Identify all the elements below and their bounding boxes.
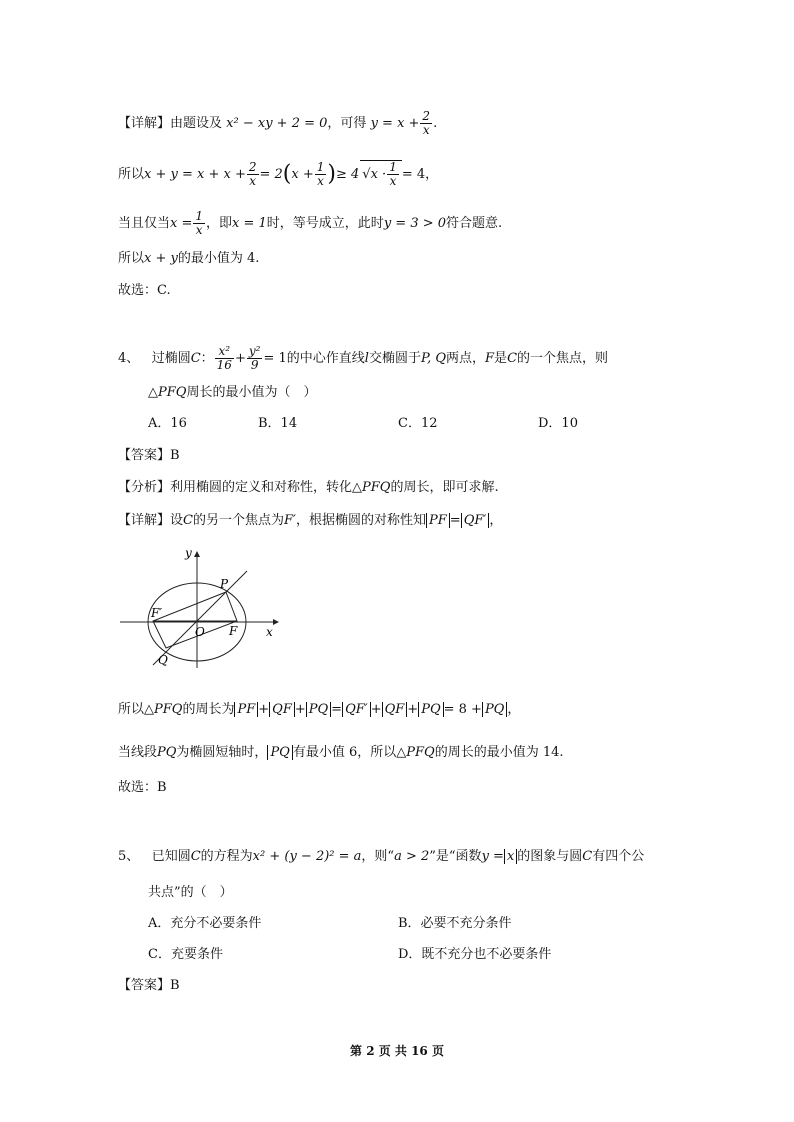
abs-term: QF [382,702,408,717]
q5-stem-abs: x [504,849,517,864]
equals: = [331,702,343,717]
q3-line2 [118,160,438,188]
triangle-pfq [153,592,237,648]
q4-stem-pq: P, Q [420,351,446,366]
q3-line3-frac [193,210,205,237]
q4-detail-fp: F′ [284,513,296,528]
frac-num: 1 [389,160,397,174]
q4-analysis-b: 的周长，即可求解. [390,480,499,495]
q3-line2-expr-c: ≥ 4 [335,167,360,182]
plus: + [258,702,270,717]
frac-den: x [317,174,324,188]
q4-stem-plus: + [234,351,246,366]
q3-detail-line: 【详解】由题设及 x² − xy + 2 = 0，可得 y = x + $\frac{2}{x}$ . [118,109,438,137]
abs-term: QF′ [342,702,371,717]
plus: + [294,702,306,717]
q5-stem-c: C [190,849,201,864]
q4-option-d: D．10 [538,416,578,431]
q5-stem-c3: C [582,849,593,864]
q3-line2-frac [247,161,259,188]
q3-line3-eq2: x = 1 [232,216,267,231]
q4-stem-eq: = 1 [263,351,287,366]
page-footer: 第 2 页 共 16 页 [350,1044,444,1058]
q4-perimeter [118,701,520,719]
abs-term: PQ [482,702,507,717]
q3-detail-eq1: x² − xy + 2 = 0 [226,116,328,131]
left-paren: ( [282,161,292,187]
label-y: y [185,546,192,560]
q3-line2-lhs: 所以 [118,167,145,182]
abs-term: PQ [418,702,443,717]
q4-stem-line2 [148,384,316,402]
label-x: x [266,625,273,639]
q4-stem-d: 两点， [446,351,486,366]
q4-option-b: B．14 [258,416,298,431]
q3-line3-eq: x = [170,216,193,231]
plus: + [370,702,382,717]
q5-number: 5、 [118,849,140,864]
q4-min-b: 为椭圆短轴时， [176,745,268,760]
sqrt-frac [387,161,399,188]
frac-den: 16 [216,358,232,372]
q3-line2-expr-d: = 4， [401,167,439,182]
q3-detail-text-b: ，可得 [327,116,367,131]
ellipse-diagram [115,543,285,673]
q5-option-a: A．充分不必要条件 [148,916,262,931]
frac-den: x [195,223,203,237]
q3-line4-expr: x + y [144,251,178,266]
q4-detail-eq: = [449,513,461,528]
equals: = 8 + [443,702,482,717]
q3-detail-text-a: 由题设及 [170,116,223,131]
q3-line2-inner: x + [291,167,314,182]
q4-perim-end: ， [507,702,521,717]
frac-den: x [422,123,430,137]
frac-num: y² [248,344,261,358]
q4-analysis-a: 利用椭圆的定义和对称性，转化 [170,480,353,495]
q3-line3-eq3: y = 3 > 0 [383,216,447,231]
frac-num: x² [215,345,234,359]
q3-line3-c: 时，等号成立，此时 [266,216,384,231]
q4-analysis [118,479,499,497]
q4-number: 4、 [118,351,140,366]
abs-term: PQ [306,702,331,717]
q3-detail-eq2: y = x + [370,116,420,131]
frac-den: x [249,174,257,188]
frac-num: 2 [248,160,257,174]
q3-line4-b: 的最小值为 4. [177,251,260,266]
label-q: Q [158,653,168,667]
label-fprime: F′ [151,606,163,620]
q4-frac2 [247,345,263,372]
q4-detail-end: ， [489,513,503,528]
q4-answer: 【答案】B [118,448,180,463]
q4-min-tri: △PFQ [396,745,435,760]
plus: + [407,702,419,717]
q3-line2-expr-b: = 2 [259,167,283,182]
q4-min-d: 的周长的最小值为 14. [434,745,564,760]
q3-line4 [118,250,259,268]
triangle-symbol: △ [148,385,158,400]
q3-line3 [118,210,502,237]
q3-line3-b: ，即 [206,216,233,231]
q4-detail-abs1: PF [426,513,450,528]
q5-stem-f: 有四个公 [592,849,645,864]
abs-term: PF [234,702,258,717]
q4-stem-e: 是 [494,351,508,366]
q4-perim-tri: △PFQ [144,702,183,717]
q4-choice: 故选：B [118,780,167,795]
q4-analysis-tri: △PFQ [352,480,391,495]
label-f: F [229,624,238,638]
q4-option-c: C．12 [398,416,438,431]
q4-stem-l: l [364,351,369,366]
q5-option-c: C．充要条件 [148,947,223,962]
label-o: O [195,625,205,639]
q4-stem-c: C [190,351,201,366]
q4-min-abs: PQ [267,745,292,760]
q4-option-a: A．16 [148,416,187,431]
frac-den: x [389,174,397,188]
q3-detail-frac [420,110,432,137]
q4-perim-a: 所以 [118,702,145,717]
label-p: P [220,577,229,591]
q5-stem-e: 的图象与圆 [517,849,583,864]
q3-line2-expr-a: x + y = x + x + [144,167,246,182]
right-paren: ) [327,161,336,187]
q4-detail-tag: 【详解】 [118,513,171,528]
q5-stem-line2: 共点”的（ ） [148,885,233,900]
q4-stem-a: 过椭圆 [151,351,191,366]
frac-den: 9 [250,358,259,372]
q4-stem-colon: ： [200,351,214,366]
q5-stem-b: 的方程为 [200,849,253,864]
q4-detail-d: ，根据椭圆的对称性知 [295,513,426,528]
q3-line3-a: 当且仅当 [118,216,171,231]
q4-pfq: PFQ [158,385,187,400]
sqrt-a: x · [370,167,387,182]
q3-line2-sqrt: √x · $\frac{1}{x}$ [360,160,402,188]
q4-perim-b: 的周长为 [182,702,235,717]
q5-stem-func: y = [481,849,504,864]
q4-stem-c2: 交椭圆于 [368,351,421,366]
q4-stem-g: 的一个焦点，则 [517,351,609,366]
frac-num: 1 [316,160,325,174]
q4-detail-abs2: QF′ [461,513,490,528]
q5-stem-eq: x² + (y − 2)² = a [252,849,362,864]
q3-line3-d: 符合题意. [446,216,503,231]
q4-min-pq: PQ [157,745,177,760]
frac-num: 2 [422,109,431,123]
x-axis-arrow [273,619,279,625]
q5-option-d: D．既不充分也不必要条件 [398,947,552,962]
frac-num: 1 [195,209,204,223]
q4-stem-line1 [118,345,608,372]
abs-term: QF [269,702,295,717]
q4-stem-c3: C [507,351,518,366]
q4-detail-c: C [183,513,193,528]
q4-detail-a: 设 [170,513,184,528]
y-axis-arrow [194,551,200,557]
q4-min-a: 当线段 [118,745,158,760]
q5-stem-c2: ，则“ [361,849,395,864]
q4-minimum [118,744,564,762]
q5-stem-line1 [118,848,644,866]
q5-answer: 【答案】B [118,978,180,993]
q3-detail-tag: 【详解】 [118,116,171,131]
q4-analysis-tag: 【分析】 [118,480,171,495]
q4-stem-f: F [485,351,495,366]
q4-detail-b: 的另一个焦点为 [192,513,284,528]
q3-line2-inner-frac [315,161,327,188]
q5-stem-a: 已知圆 [151,849,191,864]
q3-line4-a: 所以 [118,251,145,266]
q5-stem-cond: a > 2 [394,849,430,864]
q4-stem-line2-text: 周长的最小值为（ ） [186,385,317,400]
q5-option-b: B．必要不充分条件 [398,916,512,931]
q4-min-c: 有最小值 6，所以 [292,745,397,760]
q3-choice: 故选：C. [118,283,171,298]
q5-stem-d: ”是“函数 [429,849,482,864]
line-l [153,571,247,665]
q4-detail [118,512,502,530]
q4-frac1 [215,345,234,372]
q4-stem-b: 的中心作直线 [286,351,365,366]
